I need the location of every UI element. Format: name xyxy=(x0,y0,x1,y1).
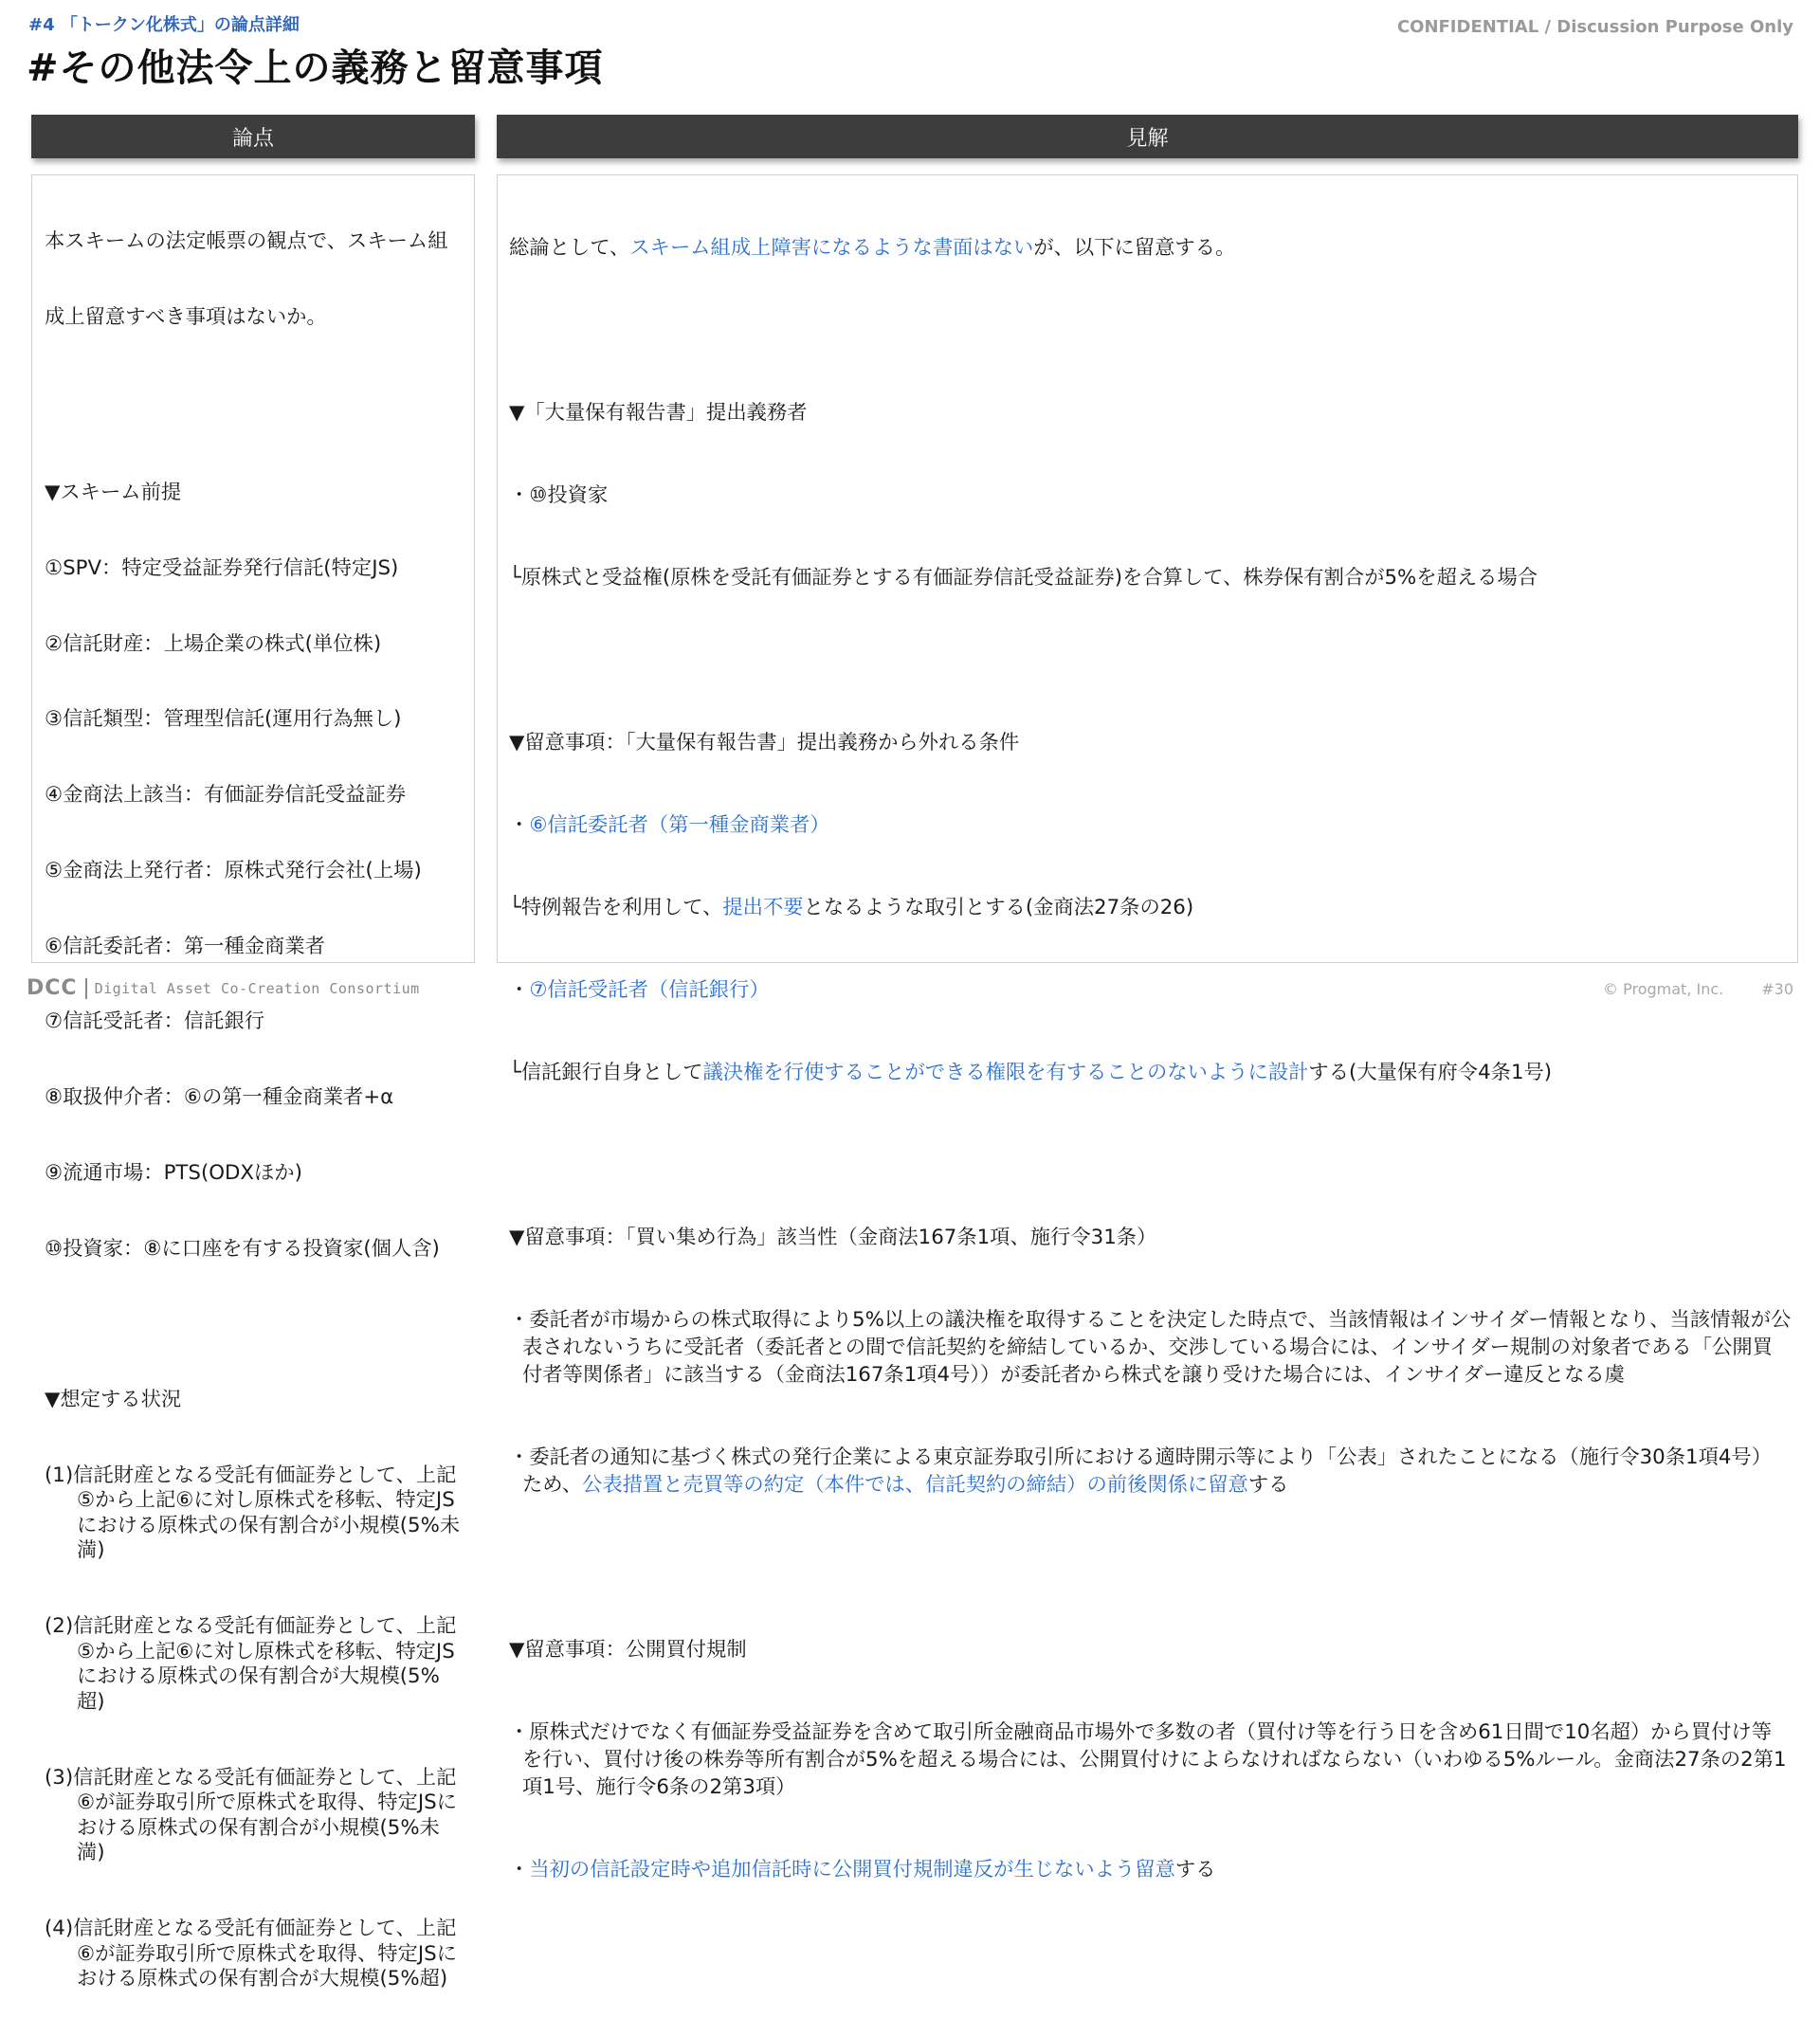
page-title: #その他法令上の義務と留意事項 xyxy=(27,46,604,90)
situation-item: (4)信託財産となる受託有価証券として、上記⑥が証券取引所で原株式を取得、特定JSにおける原株式の保有割合が大規模(5%超) xyxy=(45,1917,457,1991)
question-line: 本スキームの法定帳票の観点で、スキーム組 xyxy=(45,229,448,254)
page-number: #30 xyxy=(1761,980,1793,998)
section-detail: └原株式と受益権(原株を受託有価証券とする有価証券信託受益証券)を合算して、株券保有割合が5%を超える場合 xyxy=(509,566,1538,590)
logo-divider xyxy=(85,978,87,999)
premise-item: ⑤金商法上発行者：原株式発行会社(上場) xyxy=(45,858,422,882)
organization-name: Digital Asset Co-Creation Consortium xyxy=(94,979,420,997)
premise-item: ⑩投資家：⑧に口座を有する投資家(個人含) xyxy=(45,1236,440,1261)
footer-meta xyxy=(1603,980,1793,998)
premise-item: ⑨流通市場：PTS(ODXほか) xyxy=(45,1160,302,1185)
premise-heading: ▼スキーム前提 xyxy=(45,480,182,504)
copyright: © Progmat, Inc. xyxy=(1603,980,1724,998)
section-item: ・原株式だけでなく有価証券受益証券を含めて取引所金融商品市場外で多数の者（買付け等を行う日を含め61日間で10名超）から買付け等を行い、買付け後の株券等所有割合が5%を超える場合には、公開買付けによらなければならない（いわゆる5%ルール。金商法27条の2第1項1号、施行令6条の2第3項） xyxy=(509,1720,1787,1799)
section-item: ・⑩投資家 xyxy=(509,483,609,507)
column-header-view: 見解 xyxy=(497,115,1798,158)
premise-item: ①SPV：特定受益証券発行信託(特定JS) xyxy=(45,555,399,580)
section-item: ・当初の信託設定時や追加信託時に公開買付規制違反が生じないよう留意する xyxy=(509,1858,1216,1882)
premise-item: ⑦信託受託者：信託銀行 xyxy=(45,1009,265,1034)
dcc-logo xyxy=(27,976,420,1000)
section-item: ・⑥信託委託者（第一種金商業者） xyxy=(509,813,830,837)
section-detail: └信託銀行自身として議決権を行使することができる権限を有することのないように設計する(大量保有府令4条1号) xyxy=(509,1061,1553,1084)
premise-item: ⑥信託委託者：第一種金商業者 xyxy=(45,934,325,958)
premise-item: ③信託類型：管理型信託(運用行為無し) xyxy=(45,707,402,732)
section-heading: ▼留意事項：「大量保有報告書」提出義務から外れる条件 xyxy=(509,731,1020,754)
section-heading: ▼留意事項：「買い集め行為」該当性（金商法167条1項、施行令31条） xyxy=(509,1226,1157,1249)
logo-mark: DCC xyxy=(27,976,78,1000)
section-heading: ▼「大量保有報告書」提出義務者 xyxy=(509,401,808,425)
premise-item: ④金商法上該当：有価証券信託受益証券 xyxy=(45,783,407,808)
column-header-issue: 論点 xyxy=(31,115,475,158)
section-item: ・委託者の通知に基づく株式の発行企業による東京証券取引所における適時開示等により「公表」されたことになる（施行令30条1項4号）ため、公表措置と売買等の約定（本件では、信託契約の締結）の前後関係に留意する xyxy=(509,1445,1773,1497)
section-item: ・委託者が市場からの株式取得により5%以上の議決権を取得することを決定した時点で、当該情報はインサイダー情報となり、当該情報が公表されないうちに受託者（委託者との間で信託契約を締結しているか、交渉している場合には、インサイダー規制の対象者である「公開買付者等関係者」に該当する（金商法167条1項4号））が委託者から株式を譲り受けた場合には、インサイダー違反となる虞 xyxy=(509,1308,1792,1387)
section-heading: ▼留意事項：公開買付規制 xyxy=(509,1638,747,1662)
situation-item: (1)信託財産となる受託有価証券として、上記⑤から上記⑥に対し原株式を移転、特定JSにおける原株式の保有割合が小規模(5%未満) xyxy=(45,1463,461,1563)
section-detail: └特例報告を利用して、提出不要となるような取引とする(金商法27条の26) xyxy=(509,896,1194,919)
situation-item: (3)信託財産となる受託有価証券として、上記⑥が証券取引所で原株式を取得、特定JSにおける原株式の保有割合が小規模(5%未満) xyxy=(45,1765,457,1865)
situation-item: (2)信託財産となる受託有価証券として、上記⑤から上記⑥に対し原株式を移転、特定JSにおける原株式の保有割合が大規模(5%超) xyxy=(45,1614,457,1714)
premise-item: ②信託財産：上場企業の株式(単位株) xyxy=(45,631,382,656)
section-item: ・⑦信託受託者（信託銀行） xyxy=(509,978,770,1002)
premise-item: ⑧取扱仲介者：⑥の第一種金商業者+α xyxy=(45,1085,394,1110)
situation-heading: ▼想定する状況 xyxy=(45,1387,182,1411)
confidential-label: CONFIDENTIAL / Discussion Purpose Only xyxy=(1396,17,1793,37)
question-line: 成上留意すべき事項はないか。 xyxy=(45,304,327,329)
summary-line: 総論として、スキーム組成上障害になるような書面はないが、以下に留意する。 xyxy=(509,236,1236,260)
breadcrumb: #4 「トークン化株式」の論点詳細 xyxy=(28,15,300,35)
